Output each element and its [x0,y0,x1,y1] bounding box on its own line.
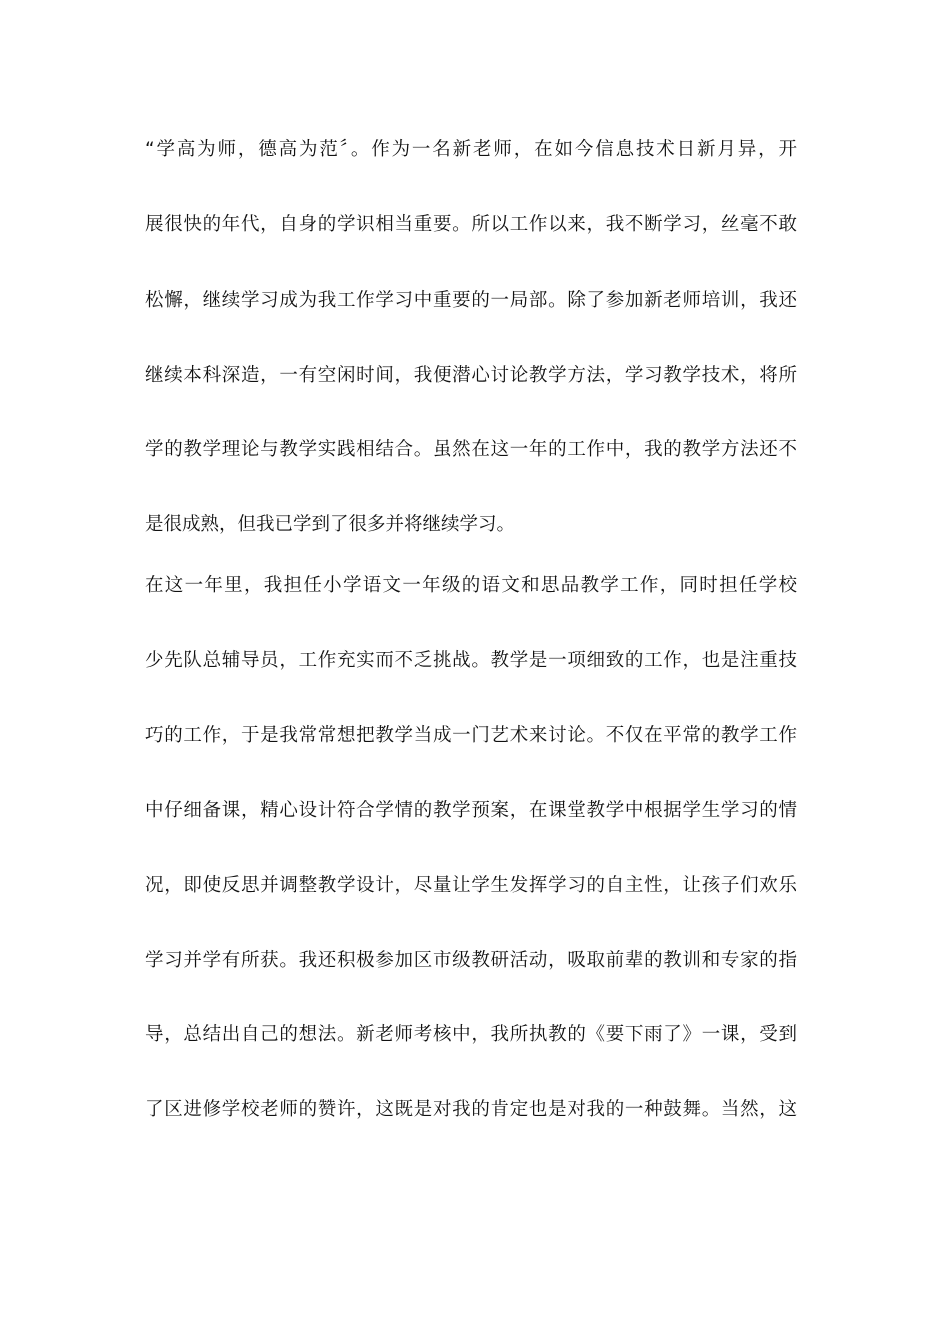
text-line: 学的教学理论与教学实践相结合。虽然在这一年的工作中，我的教学方法还不 [145,439,797,460]
text-line: 继续本科深造，一有空闲时间，我便潜心讨论教学方法，学习教学技术，将所 [145,365,797,386]
text-line: 松懈，继续学习成为我工作学习中重要的一局部。除了参加新老师培训，我还 [145,290,797,311]
text-line: 巧的工作，于是我常常想把教学当成一门艺术来讨论。不仅在平常的教学工作 [145,725,797,746]
text-line: 况，即使反思并调整教学设计，尽量让学生发挥学习的自主性，让孩子们欢乐 [145,875,797,896]
text-line: “学高为师，德高为范〞。作为一名新老师，在如今信息技术日新月异，开 [145,139,797,160]
text-line: 在这一年里，我担任小学语文一年级的语文和思品教学工作，同时担任学校 [145,575,797,596]
text-line: 导，总结出自己的想法。新老师考核中，我所执教的《要下雨了》一课，受到 [145,1024,797,1045]
text-line: 展很快的年代，自身的学识相当重要。所以工作以来，我不断学习，丝毫不敢 [145,214,797,235]
text-line: 学习并学有所获。我还积极参加区市级教研活动，吸取前辈的教训和专家的指 [145,950,797,971]
text-line: 了区进修学校老师的赞许，这既是对我的肯定也是对我的一种鼓舞。当然，这 [145,1099,797,1120]
text-line: 中仔细备课，精心设计符合学情的教学预案，在课堂教学中根据学生学习的情 [145,800,797,821]
text-line: 少先队总辅导员，工作充实而不乏挑战。教学是一项细致的工作，也是注重技 [145,650,797,671]
text-line: 是很成熟，但我已学到了很多并将继续学习。 [145,514,516,535]
